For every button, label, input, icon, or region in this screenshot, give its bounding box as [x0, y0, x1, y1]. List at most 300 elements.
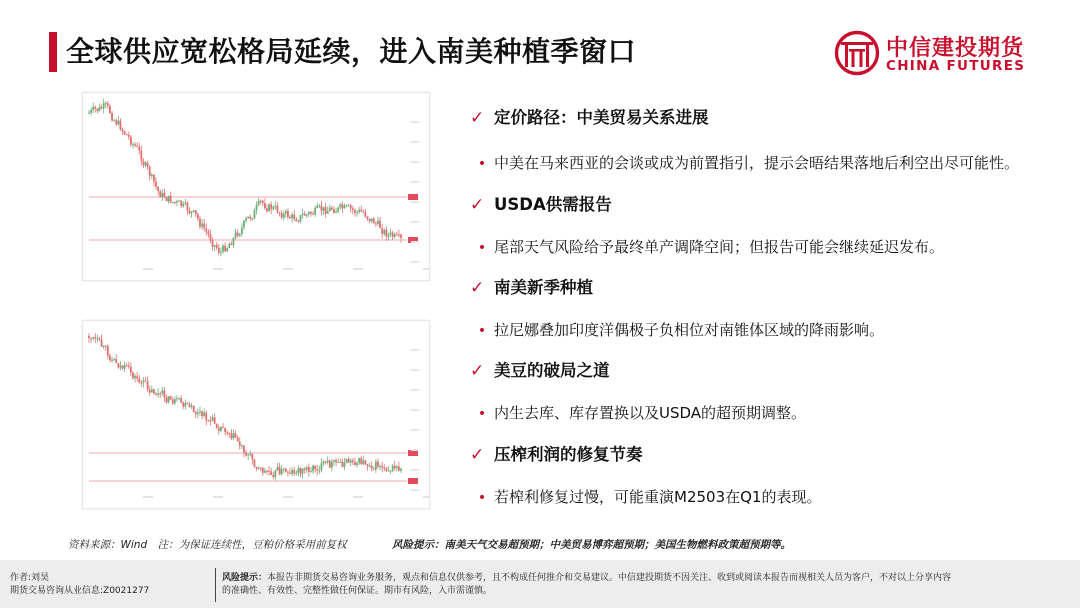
candle-body [149, 390, 151, 393]
candle-body [279, 212, 281, 213]
candle-body [193, 406, 195, 412]
candle-body [245, 218, 247, 220]
candle-body [356, 212, 358, 213]
axis-tick-placeholder [353, 496, 363, 498]
candle-body [312, 214, 314, 215]
axis-tick-placeholder [411, 409, 419, 411]
candle-body [254, 460, 256, 467]
candle-body [124, 365, 126, 368]
logo-text-en: CHINA FUTURES [886, 58, 1026, 74]
candle-body [205, 228, 207, 231]
candle-body [101, 107, 103, 108]
candle-body [184, 203, 186, 204]
candle-body [262, 468, 264, 473]
axis-tick-placeholder [411, 469, 419, 471]
axis-tick-placeholder [411, 389, 419, 391]
candle-body [149, 167, 151, 176]
axis-tick-placeholder [411, 261, 419, 263]
candle-body [365, 212, 367, 216]
candle-body [396, 234, 398, 235]
candle-body [113, 359, 115, 360]
candle-body [218, 428, 220, 431]
candle-body [182, 403, 184, 407]
candle-body [333, 460, 335, 462]
candlestick-chart-top-svg [83, 93, 429, 280]
candle-body [130, 137, 132, 145]
candle-body [214, 245, 216, 246]
candle-body [187, 403, 189, 404]
candle-body [222, 246, 224, 252]
candle-body [268, 204, 270, 211]
candle-body [195, 412, 197, 414]
candle-body [143, 381, 145, 383]
candle-body [157, 393, 159, 395]
candle-body [145, 163, 147, 166]
candle-body [388, 235, 390, 237]
candle-body [224, 246, 226, 252]
candle-body [371, 466, 373, 469]
candle-body [297, 221, 299, 222]
candle-body [262, 201, 264, 203]
axis-tick-placeholder [423, 268, 429, 270]
candle-body [222, 427, 224, 428]
candle-body [159, 191, 161, 197]
candle-body [354, 462, 356, 465]
axis-tick-placeholder [353, 268, 363, 270]
source-note: 资料来源：Wind 注：为保证连续性，豆粕价格采用前复权 [68, 539, 347, 551]
candle-body [228, 433, 230, 434]
candle-body [369, 219, 371, 221]
candle-body [241, 228, 243, 234]
candle-body [235, 433, 237, 437]
candle-body [325, 207, 327, 214]
candle-body [99, 339, 101, 340]
candle-body [189, 404, 191, 407]
candle-body [157, 187, 159, 191]
footer-divider [215, 568, 216, 602]
axis-tick-placeholder [143, 496, 153, 498]
check-icon: ✓ [470, 361, 485, 381]
candle-body [358, 210, 360, 212]
candle-body [172, 202, 174, 203]
candle-body [147, 163, 149, 167]
candle-body [96, 339, 98, 340]
axis-tick-placeholder [423, 496, 429, 498]
candle-body [367, 217, 369, 219]
candle-body [293, 470, 295, 473]
candle-body [143, 161, 145, 165]
axis-tick-placeholder [411, 181, 419, 183]
candle-body [201, 223, 203, 226]
candle-body [88, 113, 90, 114]
candle-body [243, 445, 245, 452]
candle-body [348, 205, 350, 206]
candle-body [358, 458, 360, 463]
candle-body [385, 468, 387, 471]
point-3-text: • 拉尼娜叠加印度洋偶极子负相位对南锥体区域的降雨影响。 [470, 319, 884, 340]
candle-body [126, 365, 128, 366]
candle-body [341, 204, 343, 208]
candle-body [193, 210, 195, 211]
candle-body [235, 232, 237, 237]
candle-body [170, 196, 172, 203]
candle-body [191, 406, 193, 407]
candle-body [237, 438, 239, 442]
risk-note: 风险提示：南美天气交易超预期；中美贸易博弈超预期；美国生物燃料政策超预期等。 [392, 539, 791, 551]
candle-body [233, 238, 235, 245]
footer-bar [0, 560, 1080, 608]
candle-body [88, 336, 90, 338]
candle-body [390, 471, 392, 472]
candle-body [132, 144, 134, 145]
candle-body [256, 467, 258, 469]
candle-body [230, 433, 232, 438]
reference-tag [408, 478, 418, 484]
candle-body [140, 150, 142, 161]
candle-body [283, 469, 285, 470]
candle-body [216, 424, 218, 428]
candle-body [392, 466, 394, 471]
candle-body [375, 223, 377, 224]
candle-body [396, 466, 398, 468]
candle-body [182, 204, 184, 207]
candle-body [327, 211, 329, 214]
candle-body [212, 417, 214, 420]
candle-body [300, 215, 302, 222]
candle-body [161, 193, 163, 198]
candle-body [247, 217, 249, 219]
candle-body [134, 144, 136, 145]
point-4-text: • 内生去库、库存置换以及USDA的超预期调整。 [470, 402, 806, 423]
candle-body [224, 428, 226, 432]
candle-body [166, 197, 168, 201]
candle-body [120, 365, 122, 367]
candle-body [388, 471, 390, 472]
candle-body [178, 398, 180, 399]
candle-body [151, 175, 153, 176]
candle-body [300, 468, 302, 474]
candle-body [237, 232, 239, 235]
candle-body [337, 207, 339, 211]
axis-tick-placeholder [411, 241, 419, 243]
candle-body [352, 460, 354, 462]
candle-body [153, 175, 155, 182]
candle-body [212, 241, 214, 247]
candle-body [289, 473, 291, 474]
candle-body [339, 462, 341, 463]
candle-body [199, 219, 201, 227]
candle-body [344, 463, 346, 467]
candle-body [159, 393, 161, 394]
candle-body [279, 467, 281, 474]
candle-body [318, 470, 320, 471]
candle-body [128, 135, 130, 137]
candle-body [178, 201, 180, 202]
candle-body [94, 337, 96, 339]
candle-body [197, 214, 199, 219]
logo-text-cn: 中信建投期货 [886, 36, 1025, 61]
candle-body [285, 469, 287, 472]
candle-body [260, 467, 262, 468]
candle-body [302, 214, 304, 215]
candle-body [373, 468, 375, 469]
candle-body [274, 471, 276, 478]
candle-body [365, 460, 367, 464]
axis-tick-placeholder [411, 349, 419, 351]
candle-body [306, 467, 308, 469]
candle-body [109, 356, 111, 361]
candle-body [115, 359, 117, 363]
candle-body [132, 373, 134, 378]
point-2-text: • 尾部天气风险给予最终单产调降空间；但报告可能会继续延迟发布。 [470, 236, 944, 257]
candle-body [339, 204, 341, 207]
candle-body [335, 212, 337, 213]
point-4-heading: ✓ 美豆的破局之道 [470, 361, 610, 381]
candle-body [325, 461, 327, 462]
candle-body [199, 411, 201, 412]
candle-body [201, 411, 203, 416]
candle-body [174, 202, 176, 203]
axis-tick-placeholder [283, 268, 293, 270]
candle-body [314, 466, 316, 470]
candle-body [331, 462, 333, 468]
candle-body [312, 466, 314, 472]
candle-body [210, 234, 212, 241]
candle-body [375, 462, 377, 470]
candle-body [323, 207, 325, 211]
candle-body [122, 365, 124, 368]
candle-body [316, 469, 318, 470]
candle-body [360, 458, 362, 464]
candle-body [195, 210, 197, 214]
candle-body [151, 389, 153, 392]
check-icon: ✓ [470, 278, 485, 298]
candle-body [381, 228, 383, 234]
candle-body [166, 398, 168, 403]
candle-body [318, 206, 320, 207]
page-title: 全球供应宽松格局延续，进入南美种植季窗口 [66, 35, 637, 68]
candle-body [371, 219, 373, 222]
candle-body [155, 394, 157, 395]
candle-body [306, 214, 308, 215]
disclaimer-line-2: 的准确性、有效性、完整性做任何保证。期市有风险，入市需谨慎。 [222, 586, 493, 596]
candle-body [90, 338, 92, 339]
candle-body [147, 381, 149, 390]
candle-body [321, 206, 323, 211]
candle-body [310, 471, 312, 472]
candle-body [390, 233, 392, 235]
candle-body [264, 471, 266, 473]
candle-body [289, 217, 291, 218]
candle-body [287, 472, 289, 473]
candle-body [103, 103, 105, 108]
candle-body [101, 340, 103, 347]
candle-body [176, 201, 178, 202]
candle-body [327, 461, 329, 463]
candle-body [174, 399, 176, 403]
check-icon: ✓ [470, 445, 485, 465]
candle-body [367, 465, 369, 466]
axis-tick-placeholder [411, 141, 419, 143]
candle-body [145, 381, 147, 382]
axis-tick-placeholder [411, 161, 419, 163]
candle-body [344, 205, 346, 208]
candle-body [394, 466, 396, 469]
candle-body [191, 212, 193, 214]
candle-body [126, 134, 128, 135]
candle-body [251, 454, 253, 459]
disclaimer-line-1: 本报告非期货交易咨询业务服务，观点和信息仅供参考，且不构成任何推介和交易建议。中信建投期货不因关注、收到或阅读本报告而视相关人员为客户，不对以上分享内容 [267, 573, 952, 583]
author-license: 期货交易咨询从业信息:Z0021277 [10, 586, 150, 596]
candle-body [385, 230, 387, 237]
candle-body [293, 214, 295, 219]
candle-body [134, 376, 136, 378]
candle-body [122, 129, 124, 131]
candle-body [153, 389, 155, 394]
candle-body [308, 212, 310, 214]
company-logo [834, 30, 1034, 76]
candle-body [172, 400, 174, 404]
axis-tick-placeholder [283, 496, 293, 498]
candle-body [354, 210, 356, 213]
candle-body [233, 433, 235, 438]
candle-body [260, 201, 262, 202]
candle-body [266, 471, 268, 472]
candle-body [111, 113, 113, 120]
candle-body [394, 234, 396, 237]
candle-body [383, 230, 385, 234]
candle-body [291, 470, 293, 474]
candle-body [274, 206, 276, 207]
candle-body [270, 204, 272, 209]
candle-body [297, 468, 299, 473]
candle-body [377, 462, 379, 467]
candle-body [124, 131, 126, 134]
disclaimer-label: 风险提示： [222, 573, 268, 583]
bullet-icon: • [477, 240, 487, 256]
candle-body [96, 109, 98, 111]
bullet-icon: • [477, 156, 487, 172]
candle-body [103, 346, 105, 347]
candle-body [308, 467, 310, 472]
candle-body [377, 221, 379, 224]
check-icon: ✓ [470, 195, 485, 215]
candle-body [310, 212, 312, 214]
candle-body [287, 211, 289, 217]
candle-body [136, 146, 138, 147]
candle-body [350, 205, 352, 208]
axis-tick-placeholder [213, 496, 223, 498]
candle-body [348, 459, 350, 463]
candle-body [90, 110, 92, 113]
candle-body [128, 366, 130, 367]
candle-body [277, 206, 279, 213]
axis-tick-placeholder [411, 429, 419, 431]
candle-body [316, 206, 318, 208]
candle-body [176, 398, 178, 399]
candle-body [107, 346, 109, 355]
candle-body [136, 376, 138, 378]
title-accent-bar [49, 32, 57, 72]
candle-body [187, 203, 189, 211]
candle-body [266, 208, 268, 211]
candle-body [356, 463, 358, 465]
candle-body [168, 196, 170, 201]
candle-body [362, 460, 364, 464]
axis-tick-placeholder [411, 449, 419, 451]
candle-body [335, 460, 337, 462]
candle-body [346, 459, 348, 463]
candle-body [398, 466, 400, 470]
candle-body [109, 106, 111, 113]
candle-body [258, 201, 260, 205]
candle-body [350, 460, 352, 462]
candle-body [115, 120, 117, 124]
candle-body [264, 203, 266, 208]
candle-body [184, 403, 186, 406]
bullet-icon: • [477, 323, 487, 339]
candle-body [138, 378, 140, 382]
reference-tag [408, 194, 418, 200]
candle-body [220, 252, 222, 253]
candle-body [161, 391, 163, 394]
candle-body [105, 346, 107, 347]
candle-body [281, 469, 283, 474]
candle-body [170, 396, 172, 399]
candle-body [105, 103, 107, 104]
candle-body [92, 337, 94, 338]
candle-body [230, 244, 232, 245]
candle-body [333, 209, 335, 213]
candle-body [214, 417, 216, 423]
candle-body [138, 147, 140, 151]
candle-body [180, 201, 182, 206]
candle-body [163, 391, 165, 398]
axis-tick-placeholder [143, 268, 153, 270]
candle-body [189, 210, 191, 213]
point-1-heading: ✓ 定价路径：中美贸易关系进展 [470, 108, 709, 128]
candle-body [117, 121, 119, 125]
candle-body [400, 235, 402, 238]
candle-body [379, 221, 381, 228]
bullet-icon: • [477, 490, 487, 506]
candle-body [207, 231, 209, 234]
candle-body [245, 453, 247, 456]
candle-body [295, 219, 297, 221]
author-info [10, 572, 149, 598]
candlestick-chart-top [82, 92, 430, 281]
candle-body [277, 467, 279, 470]
candle-body [168, 396, 170, 402]
candle-body [241, 445, 243, 446]
candle-body [117, 363, 119, 367]
candle-body [256, 205, 258, 210]
candle-body [302, 468, 304, 473]
axis-tick-placeholder [213, 268, 223, 270]
candle-body [94, 107, 96, 109]
candle-body [254, 210, 256, 218]
candle-body [392, 233, 394, 237]
candle-body [258, 467, 260, 468]
candle-body [281, 213, 283, 218]
candle-body [239, 441, 241, 445]
candle-body [383, 468, 385, 469]
candle-body [218, 248, 220, 253]
candle-body [99, 107, 101, 111]
candle-body [180, 398, 182, 402]
candle-body [304, 468, 306, 469]
point-1-text: • 中美在马来西亚的会谈或成为前置指引，提示会晤结果落地后利空出尽可能性。 [470, 152, 1019, 173]
